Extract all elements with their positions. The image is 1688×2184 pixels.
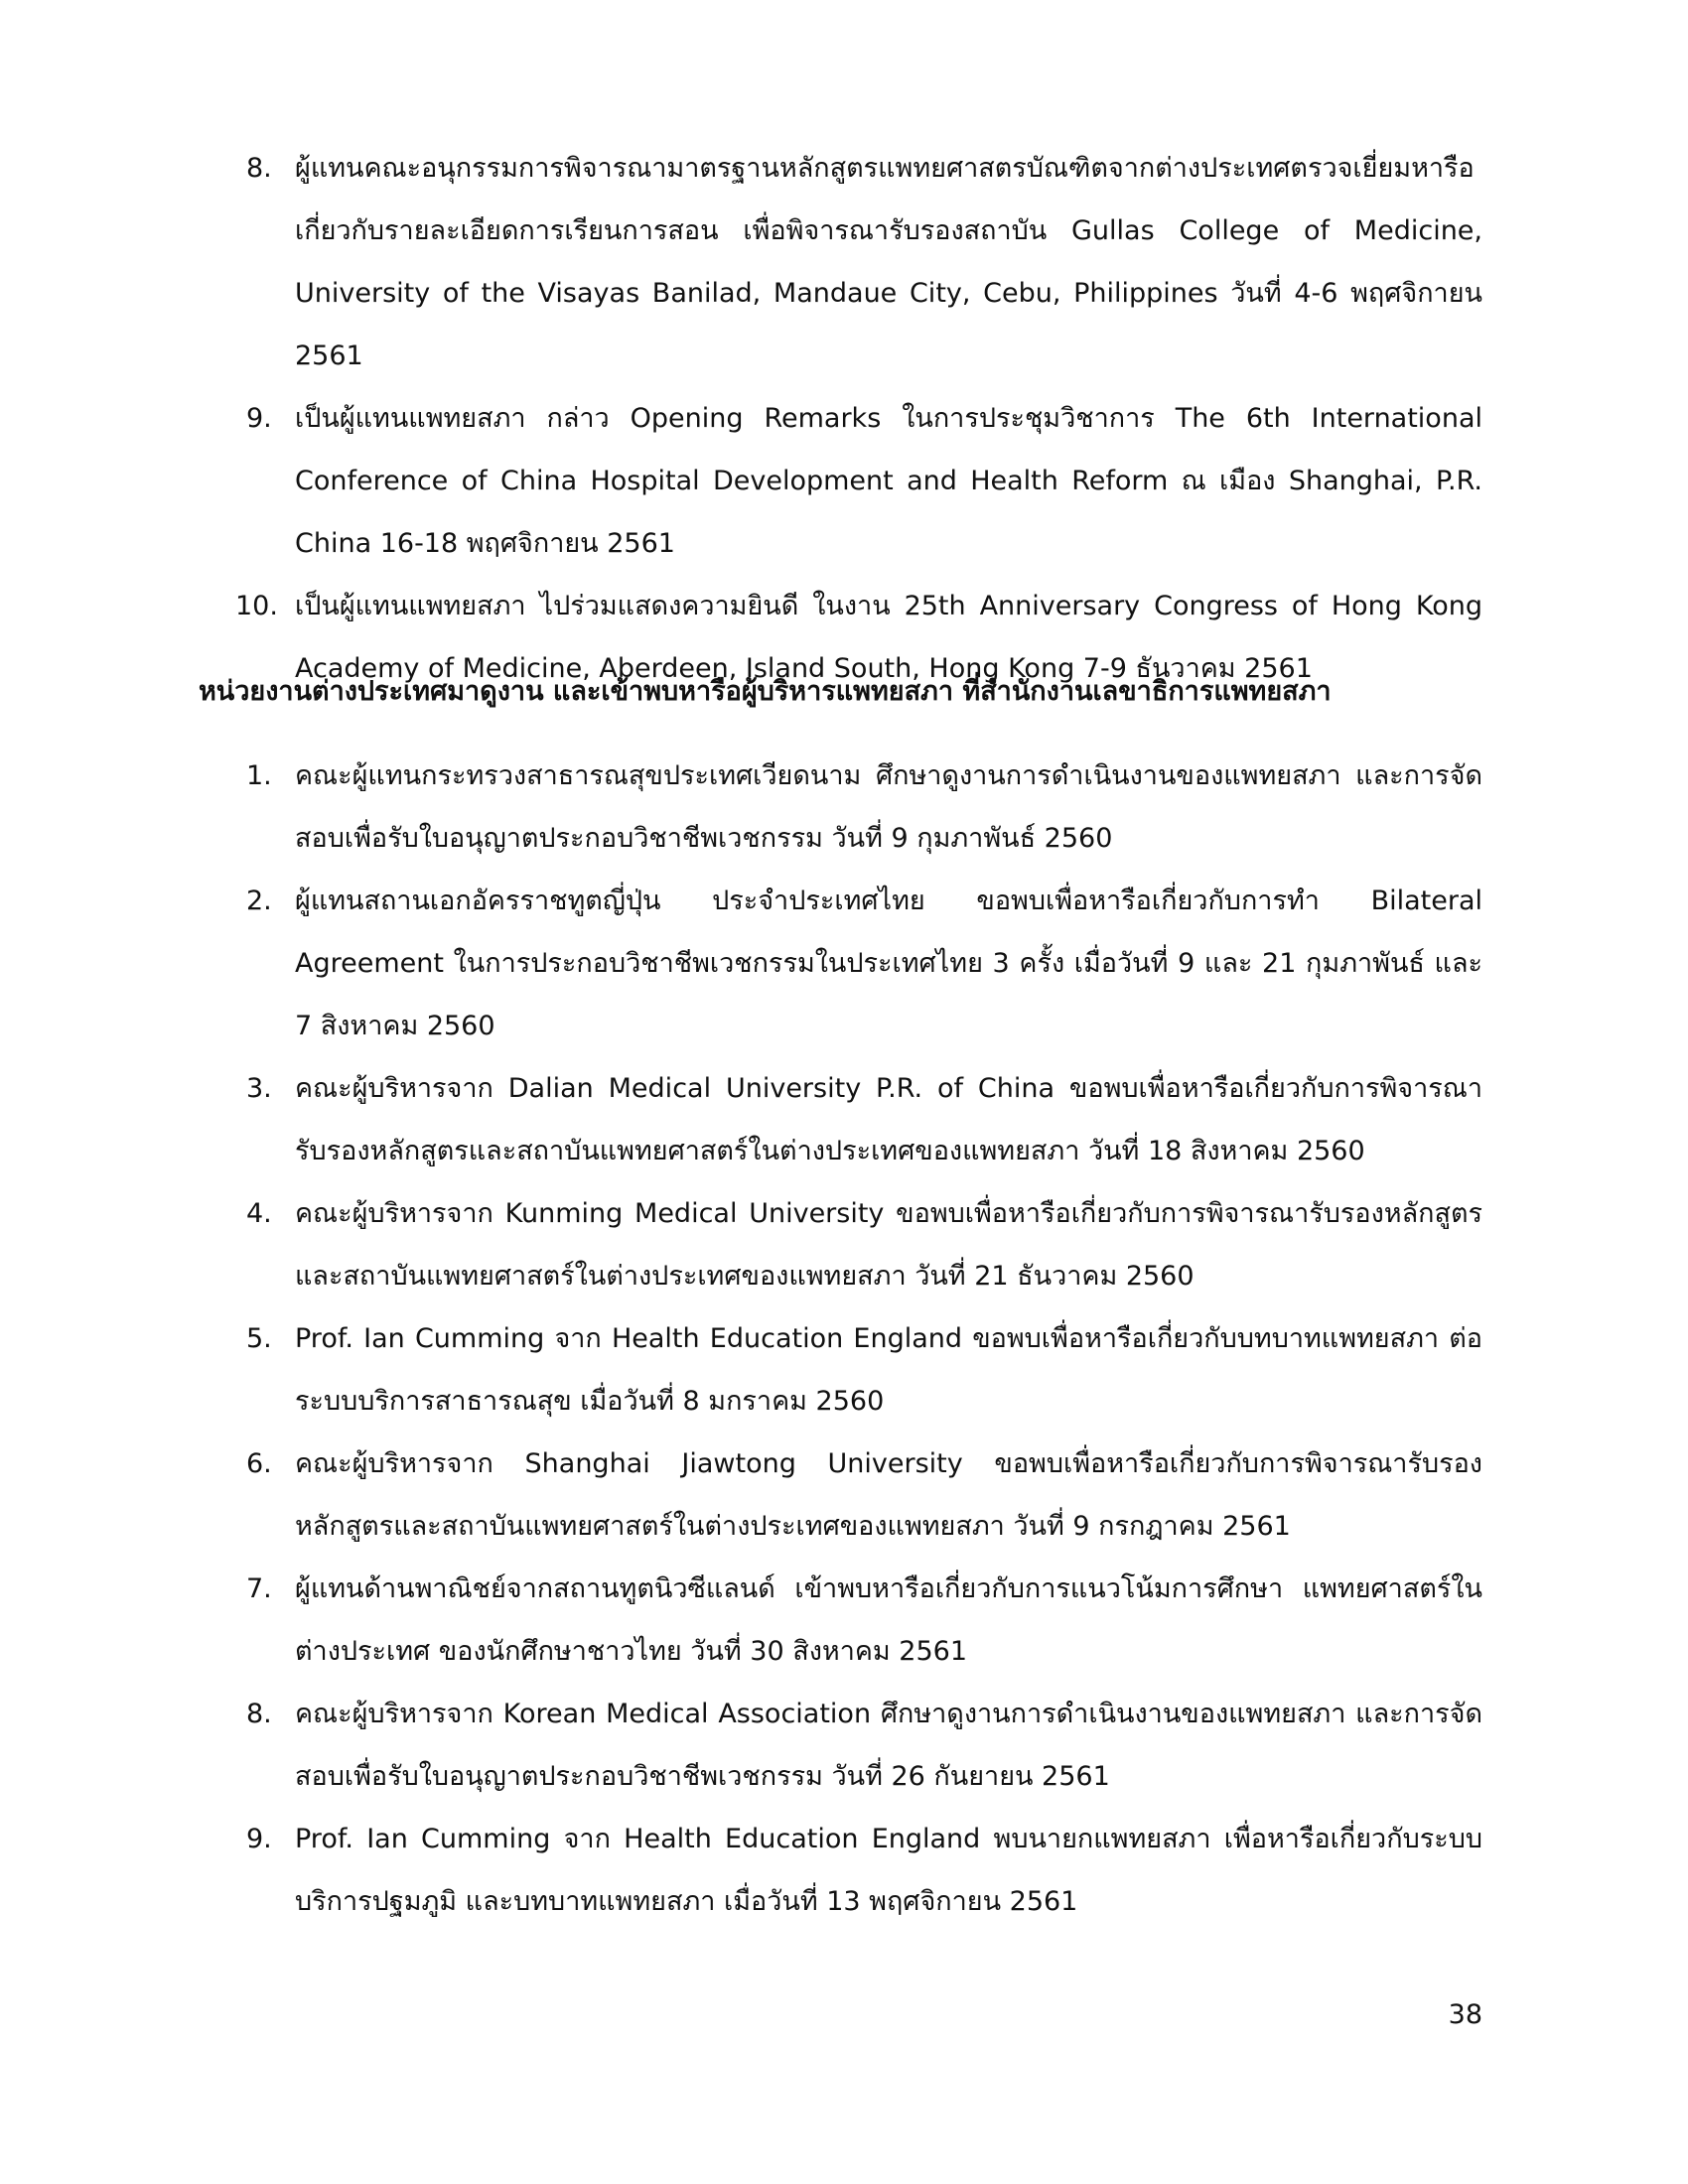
list-item-number: 8. (246, 1699, 272, 1729)
list-item-text: คณะผู้บริหารจาก Korean Medical Association ศึกษาดูงานการดำเนินงานของแพทยสภา และการจัดสอบเพื่อรับใบอนุญาตประกอบวิชาชีพเวชกรรม วันที่ 26 กันยายน 2561 (295, 1699, 1482, 1792)
list-item-text: คณะผู้บริหารจาก Kunming Medical University ขอพบเพื่อหารือเกี่ยวกับการพิจารณารับรองหลักสูตรและสถาบันแพทยศาสตร์ในต่างประเทศของแพทยสภา วันที่ 21 ธันวาคม 2560 (295, 1198, 1482, 1292)
list-item-text: ผู้แทนคณะอนุกรรมการพิจารณามาตรฐานหลักสูตรแพทยศาสตรบัณฑิตจากต่างประเทศตรวจเยี่ยมหารือเกี่ยวกับรายละเอียดการเรียนการสอน เพื่อพิจารณารับรองสถาบัน Gullas College of Medicine, University of the Visayas Banilad, Mandaue City, Cebu, Philippines วันที่ 4-6 พฤศจิกายน 2561 (295, 153, 1482, 371)
list-item (238, 870, 1482, 1057)
list-item (238, 1307, 1482, 1433)
visits-list (238, 745, 1482, 1933)
list-item-number: 2. (246, 886, 272, 916)
list-item-text: คณะผู้แทนกระทรวงสาธารณสุขประเทศเวียดนาม ศึกษาดูงานการดำเนินงานของแพทยสภา และการจัดสอบเพื่อรับใบอนุญาตประกอบวิชาชีพเวชกรรม วันที่ 9 กุมภาพันธ์ 2560 (295, 760, 1482, 854)
list-item (238, 1558, 1482, 1683)
list-item (238, 1433, 1482, 1558)
list-item-number: 7. (246, 1573, 272, 1604)
list-item-text: คณะผู้บริหารจาก Shanghai Jiawtong University ขอพบเพื่อหารือเกี่ยวกับการพิจารณารับรองหลักสูตรและสถาบันแพทยศาสตร์ในต่างประเทศของแพทยสภา วันที่ 9 กรกฎาคม 2561 (295, 1448, 1482, 1542)
activity-list-top (235, 137, 1482, 700)
list-item-number: 3. (246, 1073, 272, 1104)
list-item-text: Prof. Ian Cumming จาก Health Education England ขอพบเพื่อหารือเกี่ยวกับบทบาทแพทยสภา ต่อระบบบริการสาธารณสุข เมื่อวันที่ 8 มกราคม 2560 (295, 1323, 1482, 1417)
section-heading: หน่วยงานต่างประเทศมาดูงาน และเข้าพบหารือผู้บริหารแพทยสภา ที่สำนักงานเลขาธิการแพทยสภา (199, 676, 1332, 707)
list-item (238, 387, 1482, 575)
page-number: 38 (1448, 1999, 1482, 2030)
list-item-number: 9. (246, 1824, 272, 1854)
list-item-number: 4. (246, 1198, 272, 1229)
list-item-text: เป็นผู้แทนแพทยสภา ไปร่วมแสดงความยินดี ในงาน 25th Anniversary Congress of Hong Kong Academy of Medicine, Aberdeen, Island South, Hong Kong 7-9 ธันวาคม 2561 (295, 591, 1482, 684)
list-item-number: 1. (246, 760, 272, 791)
list-item (238, 745, 1482, 870)
list-item-text: ผู้แทนด้านพาณิชย์จากสถานทูตนิวซีแลนด์ เข้าพบหารือเกี่ยวกับการแนวโน้มการศึกษา แพทยศาสตร์ในต่างประเทศ ของนักศึกษาชาวไทย วันที่ 30 สิงหาคม 2561 (295, 1573, 1482, 1667)
list-item (238, 137, 1482, 387)
list-item-number: 10. (235, 591, 278, 621)
list-item (238, 1057, 1482, 1182)
list-item-number: 8. (246, 153, 272, 184)
list-item (238, 1808, 1482, 1933)
list-item-text: เป็นผู้แทนแพทยสภา กล่าว Opening Remarks ในการประชุมวิชาการ The 6th International Conference of China Hospital Development and Health Reform ณ เมือง Shanghai, P.R. China 16-18 พฤศจิกายน 2561 (295, 403, 1482, 559)
list-item-text: ผู้แทนสถานเอกอัครราชทูตญี่ปุ่น ประจำประเทศไทย ขอพบเพื่อหารือเกี่ยวกับการทำ Bilateral Agreement ในการประกอบวิชาชีพเวชกรรมในประเทศไทย 3 ครั้ง เมื่อวันที่ 9 และ 21 กุมภาพันธ์ และ 7 สิงหาคม 2560 (295, 886, 1482, 1041)
list-item (238, 1182, 1482, 1307)
list-item-text: คณะผู้บริหารจาก Dalian Medical University P.R. of China ขอพบเพื่อหารือเกี่ยวกับการพิจารณารับรองหลักสูตรและสถาบันแพทยศาสตร์ในต่างประเทศของแพทยสภา วันที่ 18 สิงหาคม 2560 (295, 1073, 1482, 1166)
list-item-number: 6. (246, 1448, 272, 1479)
list-item-text: Prof. Ian Cumming จาก Health Education England พบนายกแพทยสภา เพื่อหารือเกี่ยวกับระบบบริการปฐมภูมิ และบทบาทแพทยสภา เมื่อวันที่ 13 พฤศจิกายน 2561 (295, 1824, 1482, 1917)
list-item-number: 5. (246, 1323, 272, 1354)
list-item (238, 1683, 1482, 1808)
list-item-number: 9. (246, 403, 272, 434)
